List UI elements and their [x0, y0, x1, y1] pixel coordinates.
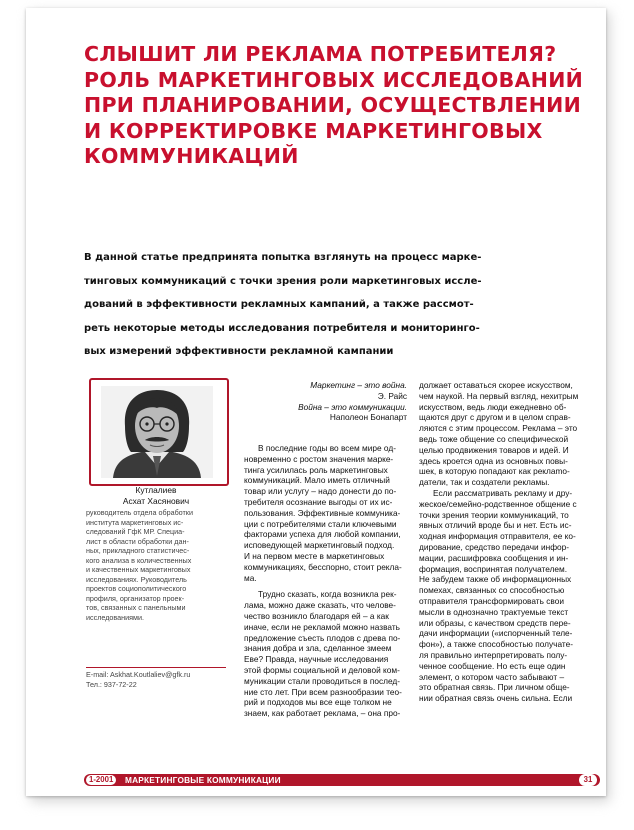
bio-line: руководитель отдела обработки — [86, 508, 193, 517]
lead-line: тинговых коммуникаций с точки зрения роли маркетинговых иссле- — [84, 275, 482, 287]
author-bio — [86, 508, 226, 623]
text-line: ние сто лет. При всем разнообразии тео- — [244, 686, 402, 697]
issue-badge: 1-2001 — [86, 775, 116, 785]
text-line: мации, расшифровка сообщения и ин- — [419, 552, 569, 563]
author-photo — [89, 378, 229, 486]
title-line: РОЛЬ МАРКЕТИНГОВЫХ ИССЛЕДОВАНИЙ — [84, 67, 584, 92]
text-line: фон»), а также способностью получате- — [419, 639, 573, 650]
bio-line: института маркетинговых ис- — [86, 517, 184, 527]
bio-line: профиля, организатор проек- — [86, 593, 185, 603]
bio-line: кого анализа в количественных — [86, 555, 192, 565]
author-surname: Кутлалиев — [135, 485, 177, 495]
journal-name: МАРКЕТИНГОВЫЕ КОММУНИКАЦИИ — [125, 775, 281, 785]
epigraph-quote: Война – это коммуникации. — [298, 401, 407, 412]
article-lead — [84, 246, 482, 364]
text-line: дачи информации («испорченный теле- — [419, 628, 573, 639]
text-line: ма. — [244, 572, 257, 583]
text-line: датели, так и создатели рекламы. — [419, 477, 550, 488]
text-line: И на первом месте в маркетинговых — [244, 550, 385, 561]
bio-line: проектов социополитического — [86, 584, 187, 594]
bio-line: лист в области обработки дан- — [86, 536, 189, 546]
text-line: Еве? Правда, научные исследования — [244, 654, 389, 665]
page-number: 31 — [579, 774, 597, 786]
text-line: отправителя трансформировать свои — [419, 595, 564, 606]
text-line: это обратная связь. При личном обще- — [419, 682, 570, 693]
text-line: элемент, о котором часто забывают – — [419, 671, 565, 682]
lead-line: дований в эффективности рекламных кампаний, а также рассмот- — [84, 299, 474, 310]
text-line: щаются друг с другом и в целом справ- — [419, 412, 571, 423]
text-line: знаем, как работает реклама, – она про- — [244, 708, 401, 719]
author-email[interactable]: E-mail: Askhat.Koutlaliev@gfk.ru — [86, 670, 191, 679]
bio-line: исследованиями. — [86, 613, 144, 623]
text-line: здесь кроется одна из основных повы- — [419, 455, 568, 466]
text-line: новременно с ростом значения марке- — [244, 453, 394, 464]
epigraph — [244, 380, 407, 423]
epigraph-quote: Маркетинг – это война. — [310, 380, 407, 390]
author-phone: Тел.: 937-72-22 — [86, 679, 137, 689]
text-line: коммуникациях, бесспорно, стоит рекла- — [244, 561, 402, 572]
text-line: этой формы социальной и деловой ком- — [244, 664, 400, 675]
paragraph — [244, 443, 407, 583]
text-line: шек, в которую попадают как реклamo- — [419, 466, 570, 477]
text-line: Трудно сказать, когда возникла рек- — [258, 589, 397, 600]
epigraph-author: Наполеон Бонапарт — [329, 412, 407, 423]
paragraph — [419, 488, 582, 704]
bio-divider — [86, 667, 226, 668]
text-line: факторами успеха для любой компании, — [244, 529, 401, 540]
text-line: явных отличий вроде бы и нет. Есть ис- — [419, 520, 572, 531]
text-line: Не забудем также об информационных — [419, 574, 572, 585]
author-name — [86, 485, 226, 506]
text-line: должает оставаться скорее искусством, — [419, 380, 573, 390]
bio-line: следований ГфК МР. Специа- — [86, 527, 185, 537]
text-line: нии обратная связь очень сильна. Если — [419, 693, 573, 704]
text-column-2 — [419, 380, 582, 704]
text-line: знания добра и зла, сделанное змеем — [244, 643, 392, 654]
title-line: ПРИ ПЛАНИРОВАНИИ, ОСУЩЕСТВЛЕНИИ — [84, 93, 582, 117]
author-portrait-icon — [101, 386, 213, 478]
text-line: ченное сообщение. Но есть еще один — [419, 660, 566, 671]
text-line: точки зрения теории коммуникаций, то — [419, 509, 569, 520]
paragraph — [244, 589, 407, 719]
bio-line: и качественных маркетинговых — [86, 565, 191, 575]
text-line: ля правильно интерпретировать полу- — [419, 649, 568, 660]
magazine-page — [26, 8, 606, 796]
text-line: тинга усилилась роль маркетинговых — [244, 464, 388, 475]
bio-line: исследованиях. Руководитель — [86, 574, 187, 584]
article-title — [84, 42, 584, 170]
text-line: ции с потребителями стали ключевыми — [244, 518, 397, 529]
text-line: целью продвижения товаров и идей. И — [419, 444, 569, 455]
lead-line: вых измерений эффективности рекламной кампании — [84, 346, 394, 357]
title-line: КОММУНИКАЦИЙ — [84, 144, 299, 168]
epigraph-author: Э. Райс — [377, 390, 407, 401]
text-line: ходная информация отправителя, ее ко- — [419, 531, 576, 542]
text-line: ляются с этим процессом. Реклама – это — [419, 423, 578, 434]
text-line: дирование, средство передачи инфор- — [419, 541, 570, 552]
text-line: предложение съесть плодов с древа по- — [244, 632, 401, 643]
text-line: жеское/семейно-родственное общение с — [419, 498, 577, 509]
text-line: рий и подходов мы все еще толком не — [244, 697, 392, 708]
author-contacts — [86, 670, 226, 689]
title-line: И КОРРЕКТИРОВКЕ МАРКЕТИНГОВЫХ — [84, 118, 543, 143]
lead-line: В данной статье предпринята попытка взглянуть на процесс марке- — [84, 252, 482, 263]
text-line: ведь тоже общение со специфической — [419, 433, 569, 444]
text-line: лама, можно даже сказать, что челове- — [244, 600, 396, 611]
lead-line: реть некоторые методы исследования потребителя и мониторинго- — [84, 322, 480, 334]
bio-line: ных, прикладного статистичес- — [86, 546, 190, 556]
text-line: искусством, ведь люди ежедневно об- — [419, 401, 567, 412]
text-line: требителя осознание выгоды от их ис- — [244, 496, 393, 507]
text-line: или образы, с качеством средств пере- — [419, 617, 571, 628]
text-line: пользования. Эффективные коммуника- — [244, 507, 401, 518]
text-line: коммуникаций. Мало иметь отличный — [244, 475, 390, 486]
text-line: формация, воспринятая получателем. — [419, 563, 568, 574]
text-line: мысли в однозначно трактуемые текст — [419, 606, 569, 617]
text-line: В последние годы во всем мире од- — [258, 443, 396, 453]
author-given-name: Асхат Хасянович — [122, 495, 190, 506]
text-line: иначе, если не рекламой можно назвать — [244, 621, 400, 632]
text-line: муникации стали проводиться в послед- — [244, 675, 401, 686]
bio-line: тов, связанных с панельными — [86, 603, 186, 613]
text-line: исповедующей маркетинговый подход. — [244, 540, 395, 551]
text-column-1 — [244, 443, 407, 719]
text-line: помехах, связанных со способностью — [419, 585, 565, 596]
text-line: Если рассматривать рекламу и дру- — [433, 487, 573, 498]
text-line: чество возникло благодаря ей – а как — [244, 610, 389, 621]
title-line: СЛЫШИТ ЛИ РЕКЛАМА ПОТРЕБИТЕЛЯ? — [84, 42, 557, 66]
text-line: чем наукой. На первый взгляд, нехитрым — [419, 390, 579, 401]
paragraph — [419, 380, 582, 488]
text-line: товар или услугу – надо донести до по- — [244, 486, 397, 497]
